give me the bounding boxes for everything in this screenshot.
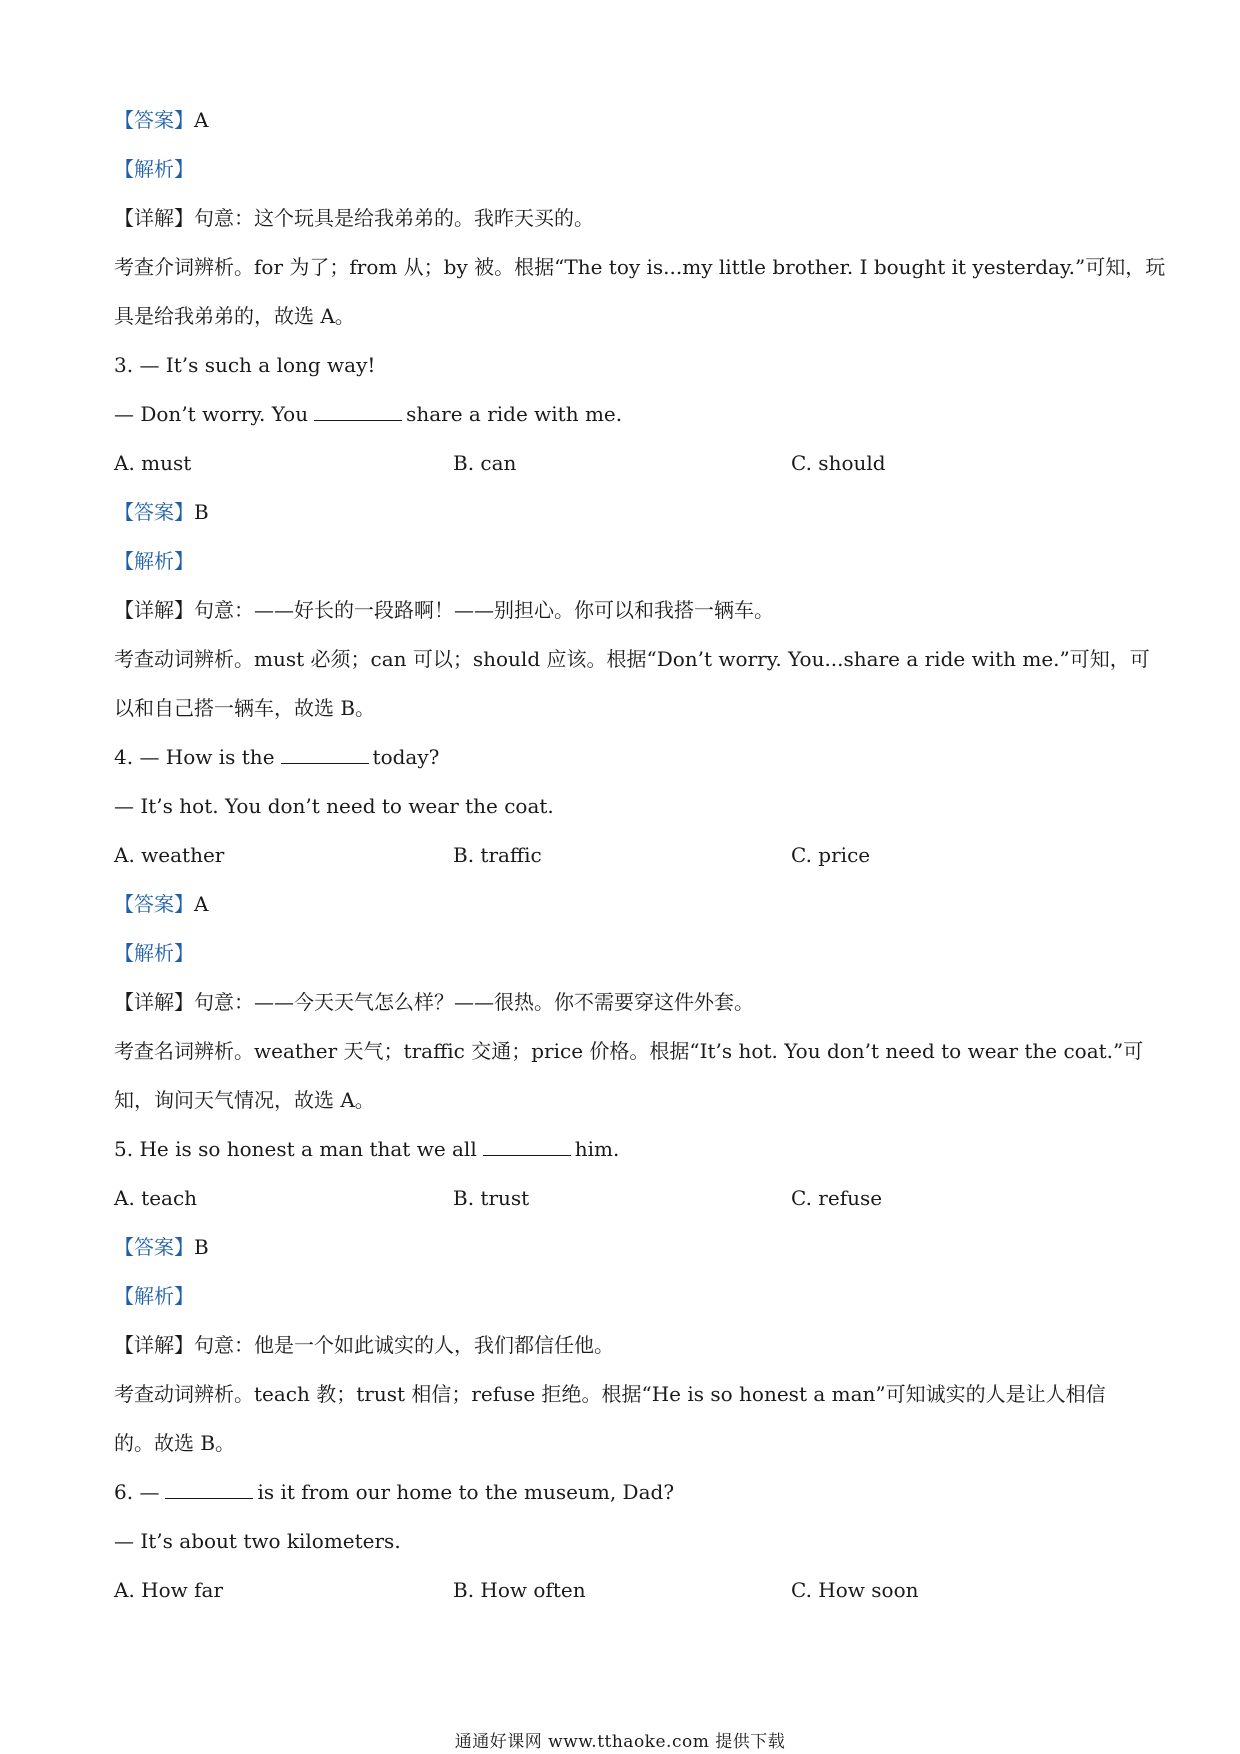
explanation-line [114, 243, 1166, 292]
option-a: A. must [114, 451, 192, 475]
answer-blank [281, 762, 369, 764]
question-5-options [114, 1174, 1124, 1223]
question-text: 6. — [114, 1480, 160, 1504]
answer-value: A [194, 892, 209, 916]
answer-blank [165, 1497, 253, 1499]
option-a: A. How far [114, 1578, 224, 1602]
answer-blank [314, 419, 402, 421]
option-c: C. price [791, 843, 871, 867]
analysis-line [114, 929, 1124, 978]
answer-tag: 【答案】 [114, 1235, 194, 1259]
explanation-text: 考查动词辨析。teach 教；trust 相信；refuse 拒绝。根据“He is so honest a man”可知诚实的人是让人相信 [114, 1382, 1106, 1406]
analysis-line [114, 537, 1124, 586]
explanation-text: 具是给我弟弟的，故选 A。 [114, 304, 355, 328]
question-6-dialogue [114, 1517, 1124, 1566]
answer-tag: 【答案】 [114, 108, 194, 132]
question-text: — It’s hot. You don’t need to wear the coat. [114, 794, 554, 818]
detail-tag: 【详解】 [114, 206, 194, 230]
answer-blank [483, 1154, 571, 1156]
option-c: C. refuse [791, 1186, 883, 1210]
answer-line [114, 488, 1124, 537]
question-text: 5. He is so honest a man that we all [114, 1137, 477, 1161]
question-4-options [114, 831, 1124, 880]
analysis-tag: 【解析】 [114, 157, 194, 181]
question-6-line [114, 1468, 1124, 1517]
document-content [114, 96, 1166, 1615]
question-text: today? [372, 745, 440, 769]
detail-tag: 【详解】 [114, 598, 194, 622]
answer-line [114, 880, 1124, 929]
answer-tag: 【答案】 [114, 500, 194, 524]
explanation-text: 知，询问天气情况，故选 A。 [114, 1088, 375, 1112]
question-3-line [114, 341, 1124, 390]
detail-text: 句意：——好长的一段路啊！——别担心。你可以和我搭一辆车。 [194, 598, 774, 622]
option-b: B. trust [453, 1186, 530, 1210]
option-a: A. weather [114, 843, 225, 867]
detail-tag: 【详解】 [114, 1333, 194, 1357]
option-b: B. traffic [453, 843, 542, 867]
detail-line [114, 194, 1124, 243]
explanation-line [114, 635, 1150, 684]
detail-text: 句意：他是一个如此诚实的人，我们都信任他。 [194, 1333, 614, 1357]
question-text: is it from our home to the museum, Dad? [257, 1480, 675, 1504]
analysis-tag: 【解析】 [114, 549, 194, 573]
page-footer: 通通好课网 www.tthaoke.com 提供下载 [454, 1732, 786, 1752]
detail-line [114, 978, 1124, 1027]
option-b: B. can [453, 451, 517, 475]
answer-value: B [194, 500, 209, 524]
question-3-dialogue [114, 390, 1124, 439]
detail-tag: 【详解】 [114, 990, 194, 1014]
detail-line [114, 586, 1124, 635]
question-text: — Don’t worry. You [114, 402, 309, 426]
explanation-text: 以和自己搭一辆车，故选 B。 [114, 696, 376, 720]
explanation-line [114, 684, 1124, 733]
answer-line [114, 96, 1124, 145]
analysis-tag: 【解析】 [114, 941, 194, 965]
detail-line [114, 1321, 1124, 1370]
answer-value: B [194, 1235, 209, 1259]
question-text: 4. — How is the [114, 745, 275, 769]
detail-text: 句意：——今天天气怎么样？——很热。你不需要穿这件外套。 [194, 990, 754, 1014]
explanation-line [114, 1076, 1124, 1125]
explanation-text: 考查介词辨析。for 为了；from 从；by 被。根据“The toy is...my little brother. I bought it yesterday.”可知，玩 [114, 255, 1166, 279]
answer-tag: 【答案】 [114, 892, 194, 916]
analysis-line [114, 1272, 1124, 1321]
explanation-line [114, 1370, 1124, 1419]
explanation-text: 考查名词辨析。weather 天气；traffic 交通；price 价格。根据“It’s hot. You don’t need to wear the coat.”可 [114, 1039, 1144, 1063]
answer-value: A [194, 108, 209, 132]
question-6-options [114, 1566, 1124, 1615]
analysis-tag: 【解析】 [114, 1284, 194, 1308]
option-b: B. How often [453, 1578, 586, 1602]
question-5-line [114, 1125, 1124, 1174]
option-c: C. should [791, 451, 886, 475]
question-3-options [114, 439, 1124, 488]
explanation-line [114, 1027, 1144, 1076]
option-a: A. teach [114, 1186, 198, 1210]
question-text: share a ride with me. [406, 402, 623, 426]
explanation-text: 的。故选 B。 [114, 1431, 236, 1455]
question-text: — It’s about two kilometers. [114, 1529, 401, 1553]
question-text: 3. — It’s such a long way! [114, 353, 376, 377]
explanation-line [114, 292, 1124, 341]
question-text: him. [574, 1137, 620, 1161]
question-4-dialogue [114, 782, 1124, 831]
question-4-line [114, 733, 1124, 782]
option-c: C. How soon [791, 1578, 919, 1602]
analysis-line [114, 145, 1124, 194]
answer-line [114, 1223, 1124, 1272]
explanation-line [114, 1419, 1124, 1468]
explanation-text: 考查动词辨析。must 必须；can 可以；should 应该。根据“Don’t worry. You...share a ride with me.”可知，可 [114, 647, 1150, 671]
detail-text: 句意：这个玩具是给我弟弟的。我昨天买的。 [194, 206, 594, 230]
